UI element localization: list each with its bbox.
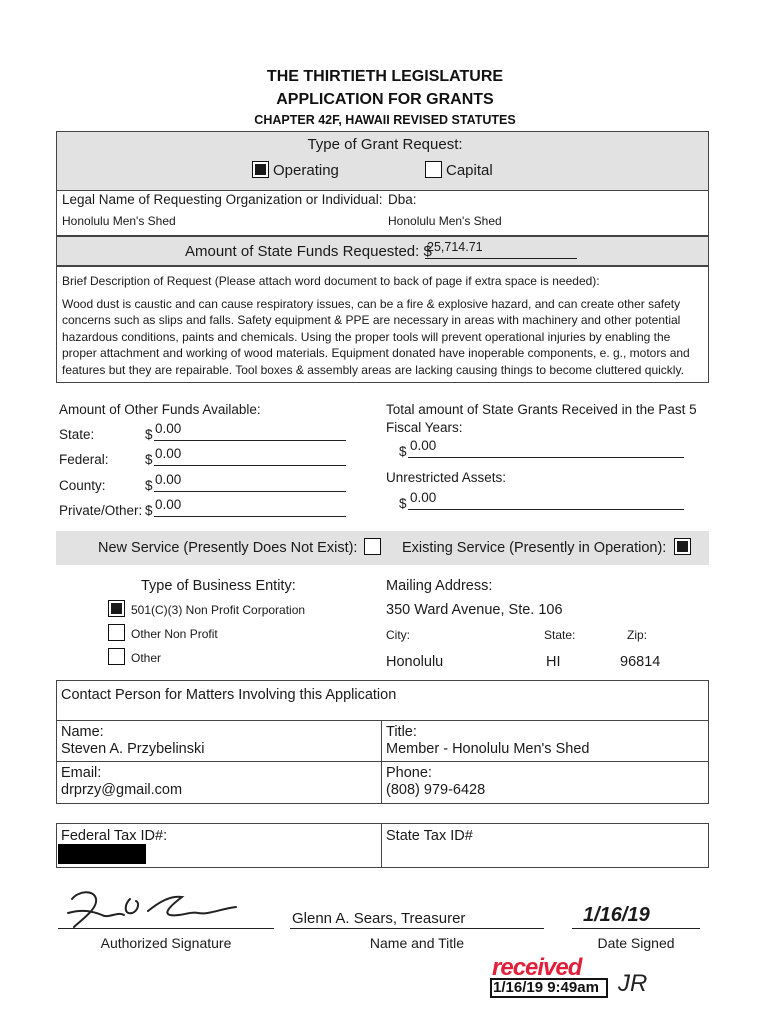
capital-label: Capital	[446, 162, 493, 179]
mailing-street[interactable]: 350 Ward Avenue, Ste. 106	[386, 602, 563, 618]
signer-name-title[interactable]: Glenn A. Sears, Treasurer	[292, 910, 466, 927]
amount-requested-value[interactable]: 25,714.71	[427, 240, 483, 254]
contact-phone-value[interactable]: (808) 979-6428	[386, 782, 486, 798]
contact-divider	[56, 720, 709, 721]
new-service-checkbox[interactable]	[364, 538, 381, 555]
other-entity-checkbox[interactable]	[108, 648, 125, 665]
private-funds-dollar: $	[145, 503, 153, 518]
state-funds-value[interactable]: 0.00	[155, 421, 182, 436]
legal-name-label: Legal Name of Requesting Organization or Individual:	[62, 192, 383, 207]
state-funds-label: State:	[59, 427, 95, 442]
private-funds-line	[154, 500, 346, 517]
private-funds-label: Private/Other:	[59, 503, 143, 518]
dba-label: Dba:	[388, 192, 417, 207]
other-nonprofit-checkbox[interactable]	[108, 624, 125, 641]
received-stamp-datetime: 1/16/19 9:49am	[493, 979, 599, 996]
past-grants-label-line1: Total amount of State Grants Received in the Past 5	[386, 402, 697, 417]
legal-name-value[interactable]: Honolulu Men's Shed	[62, 214, 176, 228]
unrestricted-assets-value[interactable]: 0.00	[410, 490, 437, 505]
city-label: City:	[386, 628, 410, 642]
existing-service-checkbox[interactable]	[674, 538, 691, 555]
authorized-signature-label: Authorized Signature	[100, 935, 232, 951]
other-nonprofit-label: Other Non Profit	[131, 627, 218, 641]
name-title-label: Name and Title	[369, 935, 465, 951]
state-value[interactable]: HI	[546, 654, 561, 670]
existing-service-label: Existing Service (Presently in Operation):	[402, 540, 667, 556]
new-service-label: New Service (Presently Does Not Exist):	[98, 540, 358, 556]
contact-column-divider	[381, 720, 382, 804]
signature-line	[58, 915, 274, 929]
state-funds-line	[154, 424, 346, 441]
past-grants-label-line2: Fiscal Years:	[386, 420, 463, 435]
private-funds-value[interactable]: 0.00	[155, 497, 182, 512]
federal-funds-line	[154, 449, 346, 466]
description-label: Brief Description of Request (Please attach word document to back of page if extra space is needed):	[62, 274, 600, 288]
past-grants-dollar: $	[399, 444, 407, 459]
state-tax-id-label: State Tax ID#	[386, 828, 473, 844]
unrestricted-assets-dollar: $	[399, 496, 407, 511]
mailing-address-label: Mailing Address:	[386, 578, 493, 594]
unrestricted-assets-line	[408, 493, 684, 510]
other-entity-label: Other	[131, 651, 162, 665]
federal-tax-id-label: Federal Tax ID#:	[61, 828, 168, 844]
county-funds-dollar: $	[145, 478, 153, 493]
date-signed-label: Date Signed	[597, 935, 675, 951]
contact-email-value[interactable]: drprzy@gmail.com	[61, 782, 183, 798]
authorized-signature-scribble	[58, 885, 258, 937]
city-value[interactable]: Honolulu	[386, 654, 444, 670]
state-funds-dollar: $	[145, 427, 153, 442]
contact-name-value[interactable]: Steven A. Przybelinski	[61, 741, 205, 757]
grant-type-label: Type of Grant Request:	[307, 136, 463, 153]
contact-phone-label: Phone:	[386, 765, 432, 781]
received-initials: JR	[618, 970, 648, 997]
county-funds-label: County:	[59, 478, 106, 493]
zip-value[interactable]: 96814	[620, 654, 661, 670]
form-subtitle-chapter: CHAPTER 42F, HAWAII REVISED STATUTES	[254, 113, 516, 127]
contact-email-label: Email:	[61, 765, 102, 781]
county-funds-line	[154, 475, 346, 492]
date-signed-line	[572, 912, 700, 929]
contact-row-divider	[56, 761, 709, 762]
received-stamp	[490, 954, 615, 1002]
operating-label: Operating	[273, 162, 339, 179]
nonprofit-501c3-label: 501(C)(3) Non Profit Corporation	[131, 603, 306, 617]
state-label: State:	[544, 628, 576, 642]
capital-checkbox[interactable]	[425, 161, 442, 178]
date-signed-value[interactable]: 1/16/19	[583, 904, 650, 926]
received-stamp-word: received	[492, 954, 582, 981]
past-grants-line	[408, 441, 684, 458]
contact-header: Contact Person for Matters Involving this Application	[61, 687, 397, 703]
operating-checkbox[interactable]	[252, 161, 269, 178]
name-title-line	[290, 911, 544, 929]
business-entity-label: Type of Business Entity:	[141, 578, 296, 594]
unrestricted-assets-label: Unrestricted Assets:	[386, 470, 507, 485]
received-stamp-box	[490, 978, 608, 998]
dba-value[interactable]: Honolulu Men's Shed	[388, 214, 502, 228]
federal-funds-dollar: $	[145, 452, 153, 467]
zip-label: Zip:	[627, 628, 648, 642]
tax-id-divider	[381, 823, 382, 868]
contact-name-label: Name:	[61, 724, 104, 740]
federal-funds-label: Federal:	[59, 452, 109, 467]
form-title-application: APPLICATION FOR GRANTS	[276, 91, 494, 108]
description-text[interactable]: Wood dust is caustic and can cause respiratory issues, can be a fire & explosive hazard, and can create other safety concerns such as slips and falls. Safety equipment & PPE are necessary in areas with machinery and other potential hazardous conditions, paints and chemicals. Using the proper tools will prevent operational injuries by enabling the proper attachment and working of wood materials. Equipment donated have inoperable components, e. g., motors and features but they are repairable. Tool boxes & assembly areas are lacking causing things to become cluttered quickly.	[62, 297, 690, 377]
nonprofit-501c3-checkbox[interactable]	[108, 600, 125, 617]
amount-requested-label: Amount of State Funds Requested: $	[185, 243, 432, 260]
federal-funds-value[interactable]: 0.00	[155, 446, 182, 461]
past-grants-value[interactable]: 0.00	[410, 438, 437, 453]
form-title-legislature: THE THIRTIETH LEGISLATURE	[266, 68, 504, 85]
federal-tax-id-redaction	[58, 844, 146, 864]
county-funds-value[interactable]: 0.00	[155, 472, 182, 487]
contact-title-value[interactable]: Member - Honolulu Men's Shed	[386, 741, 590, 757]
contact-title-label: Title:	[386, 724, 417, 740]
other-funds-label: Amount of Other Funds Available:	[59, 402, 261, 417]
